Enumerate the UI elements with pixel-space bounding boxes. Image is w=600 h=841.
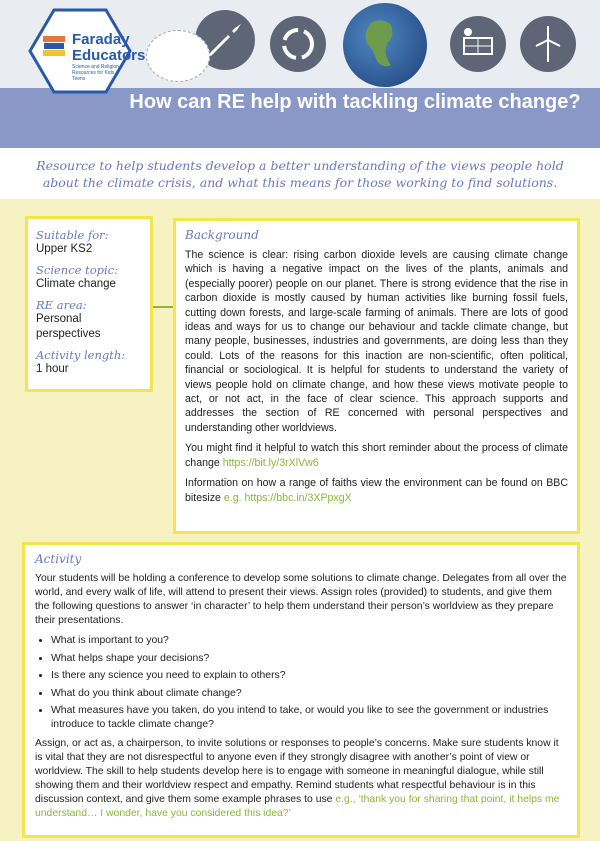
resource-subtitle: Resource to help students develop a better understanding of the views people hold about the climate crisis, and what this means for those working to find solutions. [36, 158, 564, 190]
question-list [35, 634, 567, 731]
list-item: • What helps shape your decisions? [51, 652, 567, 666]
background-heading: Background [185, 228, 259, 242]
video-reminder-text: You might find it helpful to watch this short reminder about the process of climate change [185, 442, 568, 469]
list-item: • Is there any science you need to explain to others? [51, 669, 567, 683]
science-topic-value: Climate change [36, 278, 116, 290]
activity-length-label: Activity length: [36, 348, 126, 362]
connector-line [153, 306, 173, 308]
activity-intro: Your students will be holding a conference to develop some solutions to climate change. Delegates from all over the world, and every walk of life, will attend to present their views. Assign roles (provided) to students, and give them the following questions to answer ‘in character’ to help them understand their person’s worldview as they prepare their presentations. [35, 573, 567, 626]
activity-heading: Activity [35, 552, 82, 566]
faiths-info-paragraph [185, 476, 568, 505]
activity-length-value: 1 hour [36, 363, 69, 375]
re-area-label: RE area: [36, 298, 87, 312]
earth-globe-icon [343, 3, 427, 87]
header-banner [0, 0, 600, 148]
faiths-info-text: Information on how a range of faiths view the environment can be found on BBC bitesize [185, 477, 568, 504]
suitable-for-value: Upper KS2 [36, 243, 93, 255]
book-stack-icon [40, 32, 68, 60]
wind-turbine-icon [520, 16, 576, 72]
video-link[interactable]: https://bit.ly/3rXlVw6 [222, 456, 319, 469]
re-area-value: Personal perspectives [36, 313, 101, 340]
list-item: • What measures have you taken, do you intend to take, or would you like to see the government or industries introduce to tackle climate change? [51, 704, 567, 731]
list-item: • What is important to you? [51, 634, 567, 648]
solar-panel-icon [450, 16, 506, 72]
logo-tagline: Science and Religion Resources for Kids & Teens [72, 64, 119, 82]
background-section [173, 218, 580, 534]
cloud-decoration [146, 30, 210, 82]
list-item: • What do you think about climate change? [51, 687, 567, 701]
page-title: How can RE help with tackling climate change? [129, 91, 581, 113]
logo-line-educators: Educators [72, 47, 146, 64]
activity-closing [35, 737, 567, 821]
suitable-for-label: Suitable for: [36, 228, 109, 242]
logo-wordmark [72, 32, 145, 64]
science-topic-label: Science topic: [36, 263, 119, 277]
recycle-icon [270, 16, 326, 72]
video-reminder-paragraph [185, 441, 568, 470]
example-phrases: e.g., ‘thank you for sharing that point, it helps me understand… I wonder, have you considered this idea?’ [35, 794, 560, 819]
logo-line-faraday: Faraday [72, 31, 130, 48]
activity-info-box [25, 216, 153, 392]
activity-section [22, 542, 580, 838]
bbc-bitesize-link[interactable]: e.g. https://bbc.in/3XPpxgX [223, 491, 352, 504]
background-paragraph: The science is clear: rising carbon dioxide levels are causing climate change which is having a negative impact on the lives of the plants, animals and (especially poorer) people on our planet. There is strong evidence that the rise in carbon dioxide is mostly caused by human activities like burning fossil fuels, cutting down forests, and large-scale farming of animals. There are lots of good ideas and ways for us to change our behaviour and tackle climate change, but many people, businesses, industries and governments, are doing less than they could. Lots of the reasons for this inaction are non-scientific, often political, financial or sociological. It is helpful for students to understand the variety of views people hold on climate change, and how these views motivate people to act, or not act, in the face of clear science. This approach supports and addresses the section of RE concerned with personal perspectives and understanding other worldviews. [185, 249, 568, 434]
closing-text: Assign, or act as, a chairperson, to invite solutions or responses to people’s concerns. Make sure students know it is vital that they are not disrespectful to anyone even if they strongly disagree with another’s point of view or worldview. The skill to help students develop here is to engage with someone in meaningful dialogue, while still showing them and their worldview respect and empathy. Remind students what respectful behaviour is in this discussion context, and give them some example phrases to use [35, 738, 559, 805]
